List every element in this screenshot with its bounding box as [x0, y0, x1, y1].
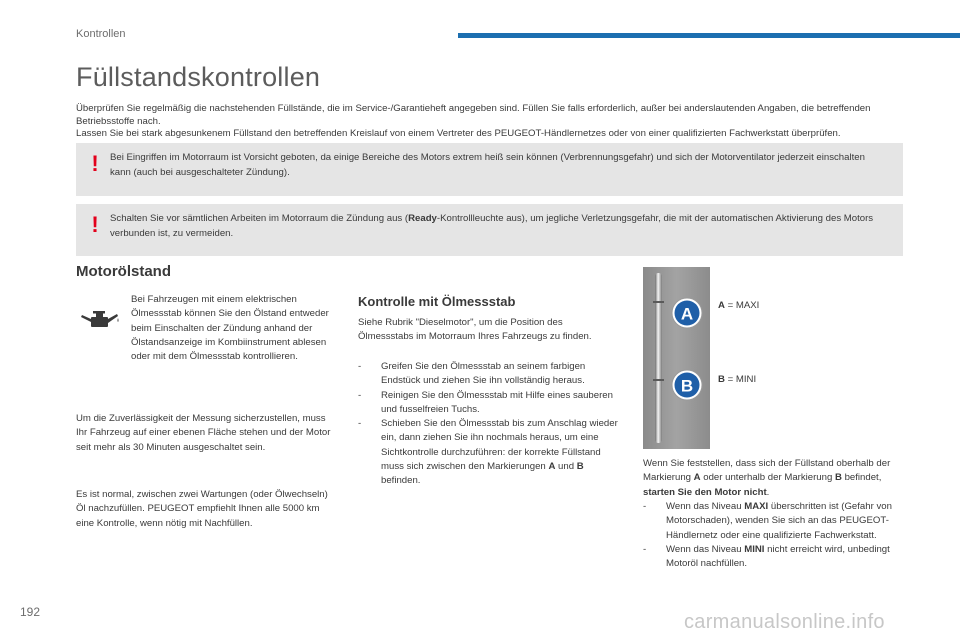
- list-item: [358, 417, 620, 488]
- section-heading-dipstick-check: Kontrolle mit Ölmessstab: [358, 294, 516, 309]
- header-accent-bar: [458, 33, 960, 38]
- list-item: [358, 389, 620, 418]
- warning-text-ignition: [110, 211, 880, 241]
- warning-icon: !: [91, 151, 99, 176]
- dipstick-marker-a: A: [680, 304, 694, 324]
- dipstick-marker-b: B: [680, 376, 694, 396]
- level-text-part: befindet,: [841, 472, 882, 484]
- step-text: Reinigen Sie den Ölmessstab mit Hilfe eines sauberen und fusselfreien Tuchs.: [381, 389, 613, 415]
- step-text: befinden.: [381, 475, 421, 487]
- step-text: Schieben Sie den Ölmessstab bis zum Anschlag wieder ein, dann ziehen Sie ihn nochmals heraus, um eine Sichtkontrolle durchzuführen: der korrekte Füllstand muss sich zwischen den Markierungen: [381, 418, 618, 473]
- step-text: überschritten ist (Gefahr von Motorschaden), wenden Sie sich an das PEUGEOT-Händlernetz oder eine qualifizierte Fachwerkstatt.: [666, 501, 892, 541]
- do-not-start-emphasis: starten Sie den Motor nicht: [643, 486, 767, 498]
- ready-indicator-term: Ready: [408, 213, 437, 224]
- legend-value-mini: = MINI: [724, 374, 757, 385]
- intro-text: [76, 103, 906, 141]
- step-text: Wenn das Niveau: [666, 543, 745, 555]
- dipstick-steps-list: [358, 360, 620, 489]
- dipstick-illustration: [643, 267, 710, 449]
- legend-key-b: B: [718, 374, 725, 385]
- warning-text-part: Schalten Sie vor sämtlichen Arbeiten im Motorraum die Zündung aus (: [110, 213, 409, 224]
- warning-icon: !: [91, 212, 99, 237]
- marker-a-term: A: [548, 461, 556, 473]
- legend-key-a: A: [718, 300, 725, 311]
- page-number: 192: [20, 605, 41, 619]
- watermark: carmanualsonline.info: [684, 611, 885, 633]
- warning-box-heat: [76, 143, 903, 196]
- marker-b-term: B: [576, 461, 584, 473]
- level-text-part: .: [766, 486, 770, 498]
- oil-topup-text: Es ist normal, zwischen zwei Wartungen (oder Ölwechseln) Öl nachzufüllen. PEUGEOT empfiehlt Ihnen alle 5000 km eine Kontrolle, wenn nötig mit Nachfüllen.: [76, 489, 328, 529]
- step-text: Wenn das Niveau: [666, 501, 745, 512]
- section-heading-oil-level: Motorölstand: [76, 263, 171, 280]
- intro-paragraph-1: Überprüfen Sie regelmäßig die nachstehenden Füllstände, die im Service-/Garantieheft angegeben sind. Füllen Sie falls erforderlich, außer bei anderslautenden Angaben, die betreffenden Betriebsstoffe nach.: [76, 103, 871, 127]
- step-text: nicht erreicht wird, unbedingt Motoröl nachfüllen.: [666, 543, 890, 570]
- level-text-part: oder unterhalb der Markierung: [700, 472, 835, 484]
- oil-can-icon: [80, 308, 120, 332]
- level-warning-text: [643, 457, 908, 500]
- warning-text-part: -Kontrollleuchte aus), um jegliche Verletzungsgefahr, die mit der automatischen Aktivierung des Motors verbunden ist, zu vermeiden.: [110, 213, 874, 239]
- list-dash: -: [643, 543, 647, 555]
- mini-term: MINI: [744, 543, 765, 555]
- legend-maxi: [718, 300, 759, 311]
- dipstick-intro-text: Siehe Rubrik "Dieselmotor", um die Position des Ölmessstabs im Motorraum Ihres Fahrzeugs zu finden.: [358, 317, 592, 343]
- page-title: Füllstandskontrollen: [76, 62, 321, 92]
- step-text: Greifen Sie den Ölmessstab an seinem farbigen Endstück und ziehen Sie ihn vollständig heraus.: [381, 361, 586, 387]
- list-item: [643, 543, 908, 572]
- list-item: [358, 360, 620, 389]
- section-label: Kontrollen: [76, 28, 126, 40]
- warning-text-heat: Bei Eingriffen im Motorraum ist Vorsicht geboten, da einige Bereiche des Motors extrem heiß sein können (Verbrennungsgefahr) und sich der Motorventilator jederzeit einschalten kann (auch bei ausgeschalteter Zündung).: [110, 152, 865, 178]
- oil-electric-dipstick-text: Bei Fahrzeugen mit einem elektrischen Ölmessstab können Sie den Ölstand entweder beim Einschalten der Zündung anhand der Ölstandsanzeige im Kombiinstrument ablesen oder mit dem Ölmessstab kontrollieren.: [131, 294, 329, 363]
- list-dash: -: [358, 389, 362, 401]
- level-steps-list: [643, 500, 908, 571]
- oil-measurement-conditions-text: Um die Zuverlässigkeit der Messung sicherzustellen, muss Ihr Fahrzeug auf einer ebenen Fläche stehen und der Motor seit mehr als 30 Minuten ausgeschaltet sein.: [76, 413, 331, 453]
- level-text-part: Wenn Sie feststellen, dass sich der Füllstand oberhalb der Markierung: [643, 458, 891, 484]
- maxi-term: MAXI: [744, 501, 769, 512]
- list-dash: -: [358, 418, 362, 430]
- legend-value-maxi: = MAXI: [724, 300, 760, 311]
- intro-paragraph-2: Lassen Sie bei stark abgesunkenem Füllstand den betreffenden Kreislauf von einem Vertreter des PEUGEOT-Händlernetzes oder von einer qualifizierten Fachwerkstatt überprüfen.: [76, 128, 841, 139]
- step-text: und: [555, 461, 577, 473]
- list-item: [643, 500, 908, 543]
- legend-mini: [718, 374, 756, 385]
- list-dash: -: [643, 501, 647, 512]
- warning-box-ignition: [76, 204, 903, 256]
- marker-a-term: A: [693, 472, 701, 484]
- marker-b-term: B: [834, 472, 842, 484]
- list-dash: -: [358, 361, 362, 372]
